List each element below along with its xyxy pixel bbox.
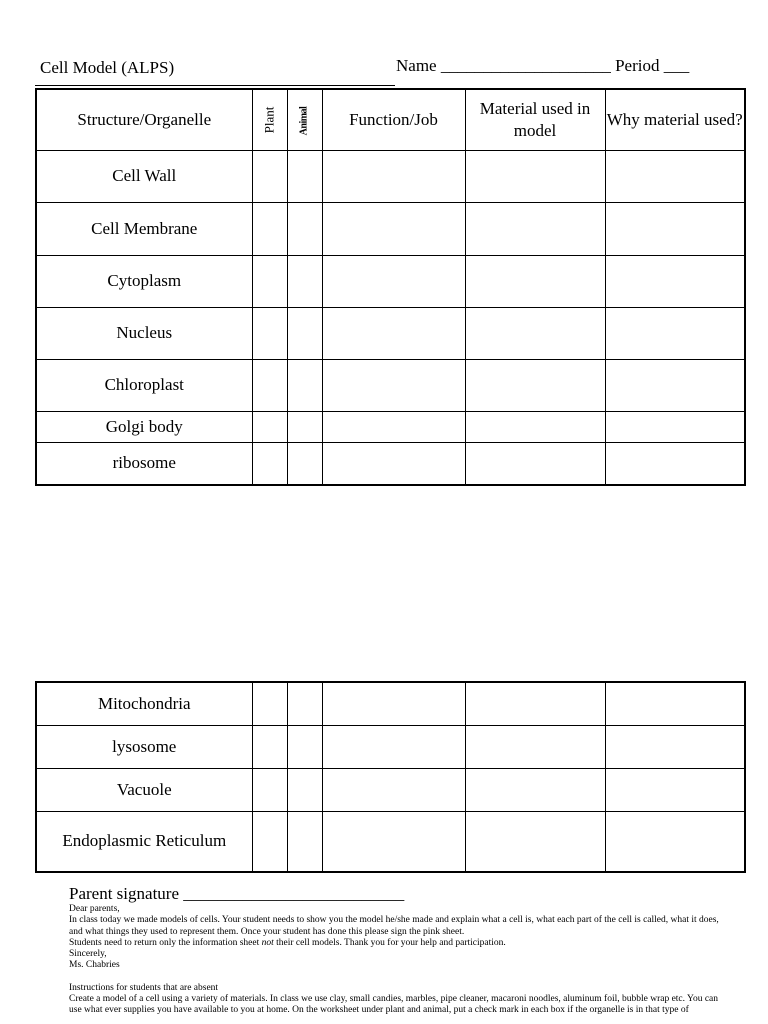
organelle-name: Cytoplasm xyxy=(36,255,252,307)
material-cell[interactable] xyxy=(465,202,605,255)
table-row xyxy=(36,768,745,811)
why-cell[interactable] xyxy=(605,202,745,255)
material-cell[interactable] xyxy=(465,307,605,359)
title-underline xyxy=(35,85,395,86)
plant-cell[interactable] xyxy=(252,150,287,202)
why-cell[interactable] xyxy=(605,255,745,307)
organelle-name: Cell Wall xyxy=(36,150,252,202)
animal-cell[interactable] xyxy=(287,811,322,872)
why-cell[interactable] xyxy=(605,811,745,872)
why-cell[interactable] xyxy=(605,150,745,202)
plant-cell[interactable] xyxy=(252,725,287,768)
plant-cell[interactable] xyxy=(252,768,287,811)
function-cell[interactable] xyxy=(322,768,465,811)
material-cell[interactable] xyxy=(465,768,605,811)
greeting: Dear parents, xyxy=(69,904,120,914)
why-cell[interactable] xyxy=(605,359,745,411)
table-row xyxy=(36,411,745,442)
signer: Ms. Chabries xyxy=(69,960,120,971)
table-row xyxy=(36,442,745,485)
material-cell[interactable] xyxy=(465,255,605,307)
worksheet-title: Cell Model (ALPS) xyxy=(40,58,175,77)
function-cell[interactable] xyxy=(322,359,465,411)
parent-signature-line: Parent signature __________________________ xyxy=(69,884,405,903)
material-cell[interactable] xyxy=(465,150,605,202)
material-cell[interactable] xyxy=(465,682,605,725)
animal-cell[interactable] xyxy=(287,307,322,359)
function-cell[interactable] xyxy=(322,202,465,255)
col-header-why: Why material used? xyxy=(605,89,745,150)
organelle-name: Vacuole xyxy=(36,768,252,811)
plant-cell[interactable] xyxy=(252,442,287,485)
animal-cell[interactable] xyxy=(287,255,322,307)
why-cell[interactable] xyxy=(605,411,745,442)
table-row xyxy=(36,202,745,255)
function-cell[interactable] xyxy=(322,811,465,872)
plant-cell[interactable] xyxy=(252,359,287,411)
name-period-line: Name ____________________ Period ___ xyxy=(396,56,690,75)
plant-cell[interactable] xyxy=(252,682,287,725)
organelle-name: ribosome xyxy=(36,442,252,485)
organelle-table-top xyxy=(35,88,746,486)
function-cell[interactable] xyxy=(322,442,465,485)
col-header-material: Material used in model xyxy=(465,89,605,150)
plant-cell[interactable] xyxy=(252,411,287,442)
animal-cell[interactable] xyxy=(287,411,322,442)
footer xyxy=(69,884,719,1017)
table-row xyxy=(36,359,745,411)
table-row xyxy=(36,811,745,872)
function-cell[interactable] xyxy=(322,150,465,202)
function-cell[interactable] xyxy=(322,307,465,359)
table-header-row xyxy=(36,89,745,150)
organelle-name: lysosome xyxy=(36,725,252,768)
table-row xyxy=(36,725,745,768)
col-header-structure: Structure/Organelle xyxy=(36,89,252,150)
function-cell[interactable] xyxy=(322,682,465,725)
why-cell[interactable] xyxy=(605,768,745,811)
plant-cell[interactable] xyxy=(252,307,287,359)
table-row xyxy=(36,682,745,725)
return-note: Students need to return only the information sheet not their cell models. Thank you for your help and participation. xyxy=(69,937,506,948)
material-cell[interactable] xyxy=(465,811,605,872)
material-cell[interactable] xyxy=(465,725,605,768)
table-row xyxy=(36,150,745,202)
animal-cell[interactable] xyxy=(287,725,322,768)
closing: Sincerely, xyxy=(69,949,107,960)
function-cell[interactable] xyxy=(322,725,465,768)
animal-cell[interactable] xyxy=(287,359,322,411)
organelle-name: Cell Membrane xyxy=(36,202,252,255)
material-cell[interactable] xyxy=(465,359,605,411)
animal-cell[interactable] xyxy=(287,442,322,485)
organelle-table-bottom xyxy=(35,681,746,873)
plant-cell[interactable] xyxy=(252,255,287,307)
function-cell[interactable] xyxy=(322,411,465,442)
organelle-name: Nucleus xyxy=(36,307,252,359)
animal-cell[interactable] xyxy=(287,682,322,725)
function-cell[interactable] xyxy=(322,255,465,307)
organelle-name: Chloroplast xyxy=(36,359,252,411)
letter-body: In class today we made models of cells. Your student needs to show you the model he/she made and explain what a cell is, what each part of the cell is called, what it does, and what things they used to represent them. Once your student has done this please sign the pink sheet. xyxy=(69,915,719,937)
col-header-animal: Animal xyxy=(287,89,322,150)
animal-cell[interactable] xyxy=(287,150,322,202)
animal-cell[interactable] xyxy=(287,768,322,811)
organelle-name: Mitochondria xyxy=(36,682,252,725)
organelle-name: Endoplasmic Reticulum xyxy=(36,811,252,872)
col-header-function: Function/Job xyxy=(322,89,465,150)
col-header-plant: Plant xyxy=(252,89,287,150)
header xyxy=(0,56,768,80)
absent-instructions: Create a model of a cell using a variety of materials. In class we use clay, small candies, marbles, pipe cleaner, macaroni noodles, aluminum foil, bubble wrap etc. You can use what ever supplies you have available to you at home. On the worksheet under plant and animal, put a check mark in each box if the organelle is in that type of xyxy=(69,994,719,1016)
plant-cell[interactable] xyxy=(252,202,287,255)
animal-cell[interactable] xyxy=(287,202,322,255)
material-cell[interactable] xyxy=(465,442,605,485)
why-cell[interactable] xyxy=(605,725,745,768)
absent-heading: Instructions for students that are absent xyxy=(69,982,219,993)
why-cell[interactable] xyxy=(605,442,745,485)
material-cell[interactable] xyxy=(465,411,605,442)
why-cell[interactable] xyxy=(605,307,745,359)
table-row xyxy=(36,307,745,359)
table-row xyxy=(36,255,745,307)
organelle-name: Golgi body xyxy=(36,411,252,442)
plant-cell[interactable] xyxy=(252,811,287,872)
why-cell[interactable] xyxy=(605,682,745,725)
